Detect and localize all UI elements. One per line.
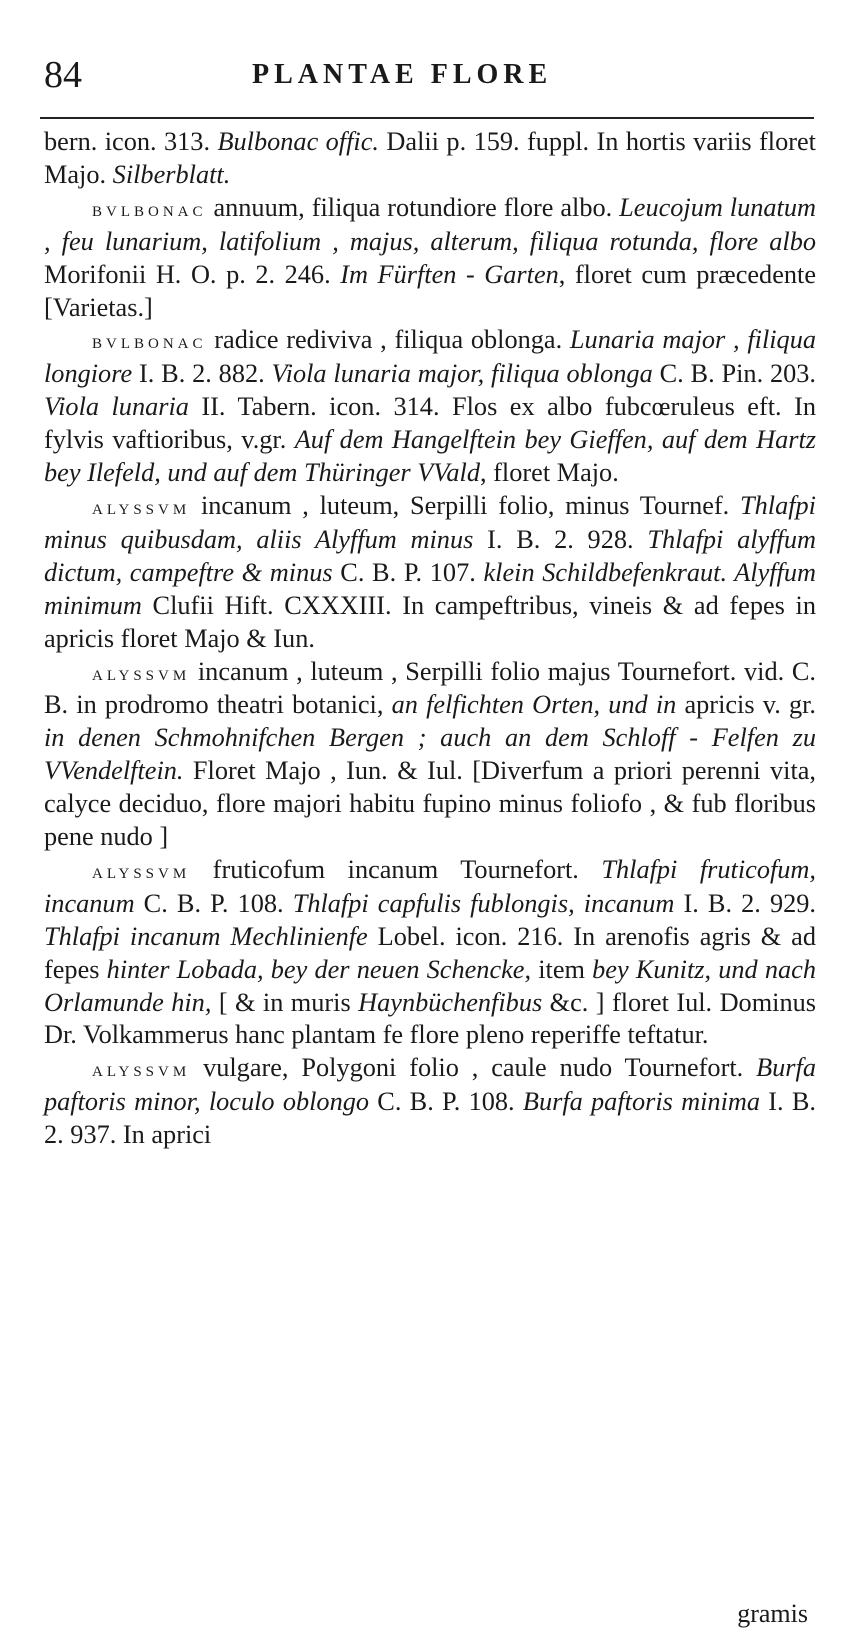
italic-text: bey Kunitz, und nach Orlamunde hin, [44, 954, 817, 1017]
text-span: vulgare, Polygoni folio , caule nudo Tournefort. [190, 1053, 757, 1083]
text-span: Floret Majo , Iun. & Iul. [Diverfum a priori perenni vita, calyce deciduo, flore majori habitu fupino minus foliofo , & fub floribus pene nudo ] [44, 756, 816, 852]
italic-text: Leucojum lunatum , feu lunarium, latifolium , majus, alterum, filiqua rotunda, flore albo [44, 192, 816, 256]
text-span: I. B. 2. 928. [473, 524, 648, 554]
text-span: annuum, filiqua rotundiore flore albo. [206, 192, 620, 222]
italic-text: Viola lunaria [44, 392, 189, 422]
text-span: bern. icon. 313. [44, 127, 218, 156]
text-span: C. B. P. 107. [332, 557, 484, 587]
italic-text: Thlafpi minus quibusdam, aliis Alyffum minus [44, 490, 816, 554]
text-span: radice rediviva , filiqua oblonga. [206, 325, 570, 355]
text-span: apricis v. gr. [676, 690, 816, 720]
paragraph [44, 1052, 816, 1152]
text-span: II. Tabern. icon. 314. Flos ex albo fubcœruleus eft. In fylvis vaftioribus, v.gr. [44, 392, 816, 455]
page-number: 84 [44, 54, 82, 96]
italic-text: hinter Lobada, bey der neuen Schencke, [106, 954, 532, 984]
text-span: C. B. Pin. 203. [652, 359, 817, 389]
text-span: C. B. P. 108. [134, 888, 293, 918]
italic-text: Silberblatt. [112, 159, 231, 189]
italic-text: Thlafpi alyffum dictum, campeftre & minus [44, 524, 816, 587]
catchword: gramis [737, 1599, 808, 1628]
italic-text: Haynbüchenfibus [358, 987, 543, 1017]
text-span: &c. ] floret Iul. Dominus Dr. Volkammerus hanc plantam fe flore pleno reperiffe teftatur. [44, 987, 816, 1050]
text-span: I. B. 2. 929. [674, 888, 817, 918]
text-span: item [531, 954, 593, 984]
paragraph [44, 490, 816, 656]
entry-name: bvlbonac [92, 329, 207, 354]
entry-name: alyssvm [92, 1057, 191, 1082]
text-span: C. B. P. 108. [369, 1087, 523, 1117]
paragraph [44, 854, 816, 1052]
paragraph [44, 324, 816, 490]
text-span: Morifonii H. O. p. 2. 246. [44, 259, 341, 289]
paragraph [44, 126, 816, 192]
text-span: , floret Majo. [480, 458, 619, 488]
italic-text: Burfa paftoris minor, loculo oblongo [44, 1053, 816, 1117]
italic-text: in denen Schmohnifchen Bergen ; auch an dem Schloff - Felfen zu VVendelftein. [44, 723, 816, 786]
entry-name: bvlbonac [92, 196, 207, 221]
paragraph [44, 192, 816, 325]
italic-text: Thlafpi capfulis fublongis, incanum [292, 888, 675, 918]
italic-text: Viola lunaria major, filiqua oblonga [271, 359, 653, 389]
text-span: Lobel. icon. 216. In arenofis agris & ad fepes [44, 921, 816, 984]
paragraph [44, 656, 816, 854]
header-rule [40, 117, 814, 119]
entry-name: alyssvm [92, 858, 191, 883]
italic-text: klein Schildbefenkraut. Alyffum minimum [44, 557, 816, 620]
italic-text: Auf dem Hangelftein bey Gieffen, auf dem Hartz bey Ilefeld, und auf dem Thüringer VVald [44, 425, 817, 488]
italic-text: Bulbonac offic. [217, 127, 379, 156]
text-span: incanum , luteum , Serpilli folio majus Tournefort. vid. C. B. in prodromo theatri botanici, [44, 656, 816, 720]
italic-text: Burfa paftoris minima [522, 1087, 761, 1117]
text-span: [ & in muris [211, 987, 359, 1017]
text-span: incanum , luteum, Serpilli folio, minus Tournef. [190, 490, 740, 520]
running-title: PLANTAE FLORE [252, 59, 553, 90]
italic-text: Thlafpi fruticofum, incanum [44, 854, 816, 918]
page-header [44, 50, 804, 100]
text-span: Clufii Hift. CXXXIII. In campeftribus, vineis & ad fepes in apricis floret Majo & Iun. [44, 590, 816, 653]
italic-text: Im Fürften - Garten [340, 259, 559, 289]
text-body [44, 126, 816, 1152]
text-span: I. B. 2. 937. In aprici [44, 1087, 816, 1150]
italic-text: Thlafpi incanum Mechlinienfe [44, 921, 368, 951]
text-span: I. B. 2. 882. [132, 359, 272, 389]
italic-text: Lunaria major , filiqua longiore [44, 325, 817, 389]
entry-name: alyssvm [92, 660, 191, 685]
text-span: Dalii p. 159. fuppl. In hortis variis floret Majo. [44, 127, 816, 189]
text-span: , floret cum præcedente [Varietas.] [44, 259, 816, 322]
italic-text: an felfichten Orten, und in [391, 690, 677, 720]
text-span: fruticofum incanum Tournefort. [190, 854, 602, 884]
entry-name: alyssvm [92, 494, 191, 519]
